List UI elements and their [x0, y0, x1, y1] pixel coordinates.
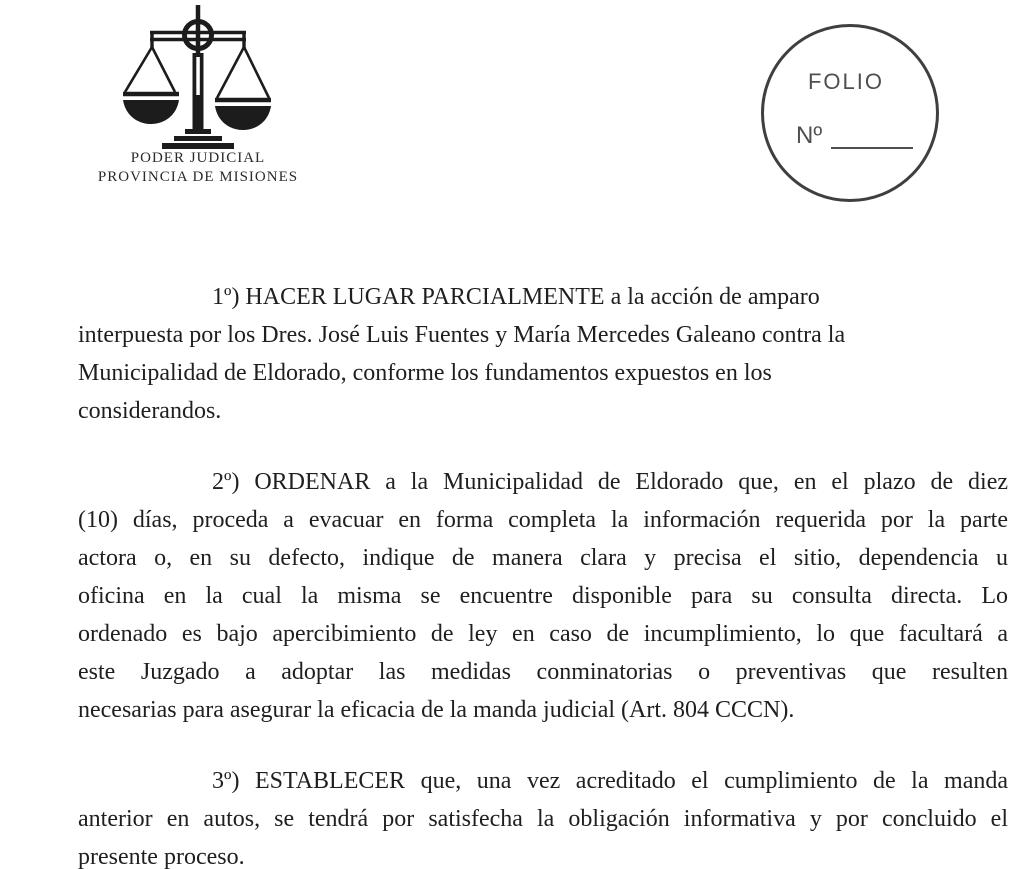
logo-subtitle: PROVINCIA DE MISIONES [97, 169, 299, 185]
folio-number-label: Nº [796, 122, 823, 149]
scales-of-justice-icon [122, 3, 274, 149]
text-line: este Juzgado a adoptar las medidas conminatorias o preventivas que resulten [78, 659, 1008, 685]
text-line: ordenado es bajo apercibimiento de ley en caso de incumplimiento, lo que facultará a [78, 621, 1008, 647]
text-line: 3º) ESTABLECER que, una vez acreditado el cumplimiento de la manda [212, 768, 1008, 794]
folio-stamp-title: FOLIO [807, 69, 884, 94]
text-line: 2º) ORDENAR a la Municipalidad de Eldorado que, en el plazo de diez [212, 469, 1008, 495]
text-line: necesarias para asegurar la eficacia de la manda judicial (Art. 804 CCCN). [78, 697, 795, 723]
text-line: anterior en autos, se tendrá por satisfecha la obligación informativa y por concluido el [78, 806, 1008, 832]
text-line: oficina en la cual la misma se encuentre disponible para su consulta directa. Lo [78, 583, 1008, 609]
text-line: considerandos. [78, 398, 222, 424]
document-body [78, 278, 1008, 869]
text-line: actora o, en su defecto, indique de manera clara y precisa el sitio, dependencia u [78, 545, 1008, 571]
folio-number-row [796, 123, 913, 149]
court-logo [95, 3, 301, 186]
text-line: presente proceso. [78, 844, 245, 869]
text-line: 1º) HACER LUGAR PARCIALMENTE a la acción de amparo [212, 284, 820, 310]
resolution-paragraph-3 [78, 762, 1008, 869]
text-line: interpuesta por los Dres. José Luis Fuentes y María Mercedes Galeano contra la [78, 322, 846, 348]
resolution-paragraph-2 [78, 463, 1008, 729]
text-line: Municipalidad de Eldorado, conforme los fundamentos expuestos en los [78, 360, 772, 386]
folio-stamp [761, 24, 939, 202]
folio-number-blank [831, 123, 913, 149]
resolution-paragraph-1 [78, 278, 1008, 430]
text-line: (10) días, proceda a evacuar en forma completa la información requerida por la parte [78, 507, 1008, 533]
logo-title: PODER JUDICIAL [130, 150, 266, 166]
